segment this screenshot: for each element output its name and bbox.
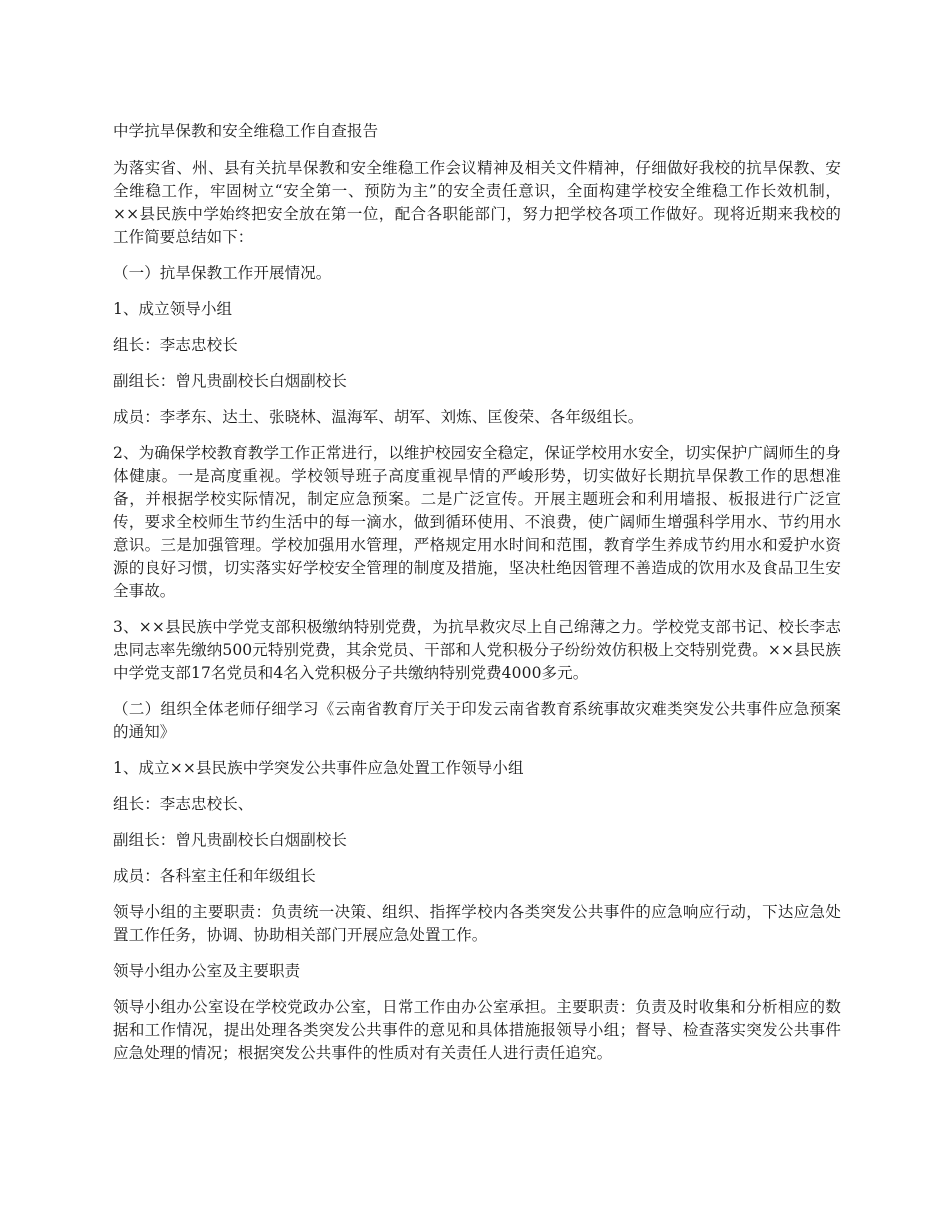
paragraph: 成员：各科室主任和年级组长 (113, 867, 316, 885)
paragraph: 2、为确保学校教育教学工作正常进行，以维护校园安全稳定，保证学校用水安全，切实保护广阔师生的身体健康。一是高度重视。学校领导班子高度重视旱情的严峻形势，切实做好长期抗旱保教工作的思想准备，并根据学校实际情况，制定应急预案。二是广泛宣传。开展主题班会和利用墙报、板报进行广泛宣传，要求全校师生节约生活中的每一滴水，做到循环使用、不浪费，使广阔师生增强科学用水、节约用水意识。三是加强管理。学校加强用水管理，严格规定用水时间和范围，教育学生养成节约用水和爱护水资源的良好习惯，切实落实好学校安全管理的制度及措施，坚决杜绝因管理不善造成的饮用水及食品卫生安全事故。 (113, 444, 841, 600)
paragraph: 组长：李志忠校长 (113, 336, 238, 354)
subsection-heading: 1、成立领导小组 (113, 300, 233, 318)
document-title: 中学抗旱保教和安全维稳工作自查报告 (113, 122, 379, 140)
document-page (113, 120, 841, 1078)
paragraph: 3、××县民族中学党支部积极缴纳特别党费，为抗旱救灾尽上自己绵薄之力。学校党支部书记、校长李志忠同志率先缴纳500元特别党费，其余党员、干部和人党积极分子纷纷效仿积极上交特别党费。××县民族中学党支部17名党员和4名入党积极分子共缴纳特别党费4000多元。 (113, 618, 841, 682)
intro-paragraph: 为落实省、州、县有关抗旱保教和安全维稳工作会议精神及相关文件精神，仔细做好我校的抗旱保教、安全维稳工作，牢固树立“安全第一、预防为主”的安全责任意识，全面构建学校安全维稳工作长效机制，××县民族中学始终把安全放在第一位，配合各职能部门，努力把学校各项工作做好。现将近期来我校的工作简要总结如下： (113, 159, 841, 246)
paragraph: 成员：李孝东、达土、张晓林、温海军、胡军、刘炼、匡俊荣、各年级组长。 (113, 408, 644, 426)
paragraph: 组长：李志忠校长、 (113, 795, 254, 813)
subsection-heading: 1、成立××县民族中学突发公共事件应急处置工作领导小组 (113, 759, 524, 777)
paragraph: 领导小组办公室设在学校党政办公室，日常工作由办公室承担。主要职责：负责及时收集和分析相应的数据和工作情况，提出处理各类突发公共事件的意见和具体措施报领导小组；督导、检查落实突发公共事件应急处理的情况；根据突发公共事件的性质对有关责任人进行责任追究。 (113, 998, 841, 1062)
paragraph: 领导小组的主要职责：负责统一决策、组织、指挥学校内各类突发公共事件的应急响应行动，下达应急处置工作任务，协调、协助相关部门开展应急处置工作。 (113, 903, 841, 944)
section-heading: （一）抗旱保教工作开展情况。 (113, 264, 332, 282)
paragraph: 副组长：曾凡贵副校长白烟副校长 (113, 372, 348, 390)
paragraph: 领导小组办公室及主要职责 (113, 962, 301, 980)
section-heading: （二）组织全体老师仔细学习《云南省教育厅关于印发云南省教育系统事故灾难类突发公共事件应急预案的通知》 (113, 700, 841, 741)
paragraph: 副组长：曾凡贵副校长白烟副校长 (113, 831, 348, 849)
